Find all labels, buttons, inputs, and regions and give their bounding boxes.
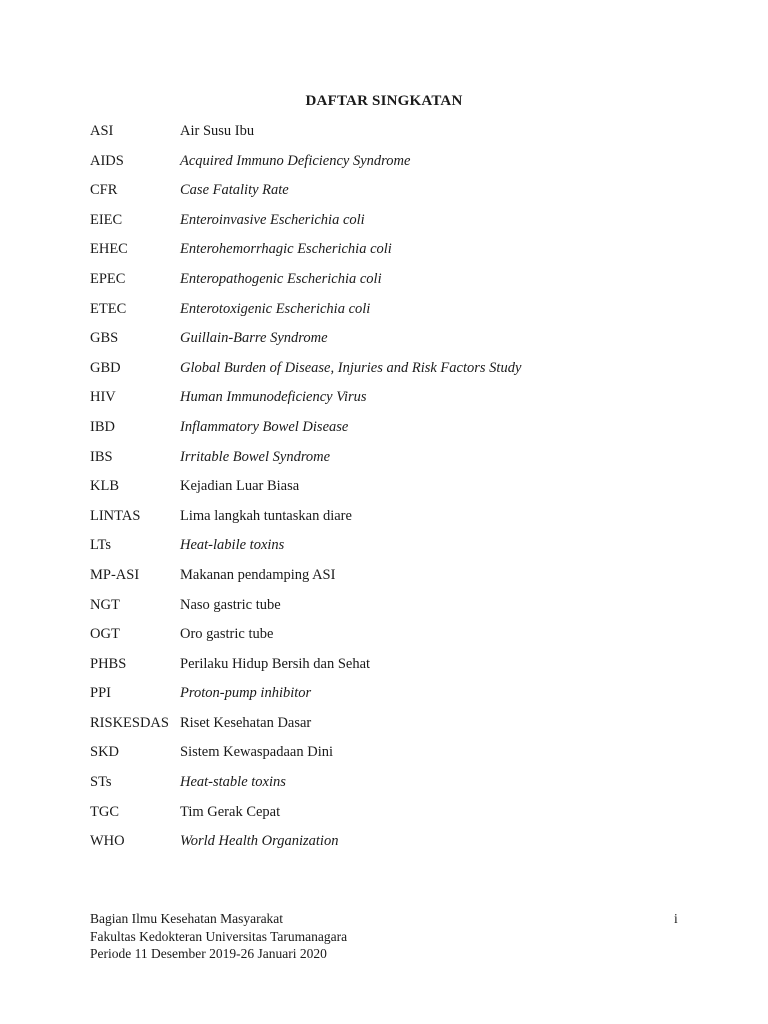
abbreviation-definition: Proton-pump inhibitor — [180, 685, 312, 702]
abbreviation-definition: Enterohemorrhagic Escherichia coli — [180, 241, 392, 258]
abbreviation-term: KLB — [90, 478, 119, 495]
abbreviation-term: RISKESDAS — [90, 714, 169, 731]
abbreviation-term: SKD — [90, 744, 120, 761]
abbreviation-row — [90, 120, 710, 150]
abbreviation-definition: Tim Gerak Cepat — [180, 803, 281, 820]
abbreviation-definition: Riset Kesehatan Dasar — [180, 714, 312, 731]
abbreviation-definition: Human Immunodeficiency Virus — [180, 389, 367, 406]
abbreviation-term: MP-ASI — [90, 566, 140, 583]
abbreviation-row — [90, 564, 710, 594]
abbreviation-term: GBD — [90, 359, 121, 376]
abbreviation-term: GBS — [90, 330, 119, 347]
abbreviation-term: IBS — [90, 448, 113, 465]
page-title: DAFTAR SINGKATAN — [305, 93, 463, 109]
abbreviation-term: EIEC — [90, 211, 123, 228]
abbreviation-definition: World Health Organization — [180, 833, 339, 850]
abbreviation-term: NGT — [90, 596, 120, 613]
abbreviation-definition: Enteropathogenic Escherichia coli — [180, 270, 382, 287]
abbreviation-row — [90, 475, 710, 505]
abbreviation-row — [90, 594, 710, 624]
abbreviation-row — [90, 534, 710, 564]
page-number: i — [674, 911, 678, 926]
abbreviation-row — [90, 386, 710, 416]
abbreviation-row — [90, 268, 710, 298]
abbreviation-term: AIDS — [90, 152, 124, 169]
abbreviation-definition: Heat-labile toxins — [180, 537, 285, 554]
abbreviation-term: LINTAS — [90, 507, 141, 524]
abbreviation-row — [90, 801, 710, 831]
abbreviation-definition: Case Fatality Rate — [180, 182, 289, 199]
abbreviation-definition: Air Susu Ibu — [180, 123, 255, 139]
abbreviation-term: EPEC — [90, 270, 126, 287]
abbreviation-term: STs — [90, 774, 112, 791]
abbreviation-list — [90, 120, 710, 860]
abbreviation-row — [90, 505, 710, 535]
abbreviation-row — [90, 446, 710, 476]
abbreviation-term: PHBS — [90, 655, 127, 672]
abbreviation-definition: Enteroinvasive Escherichia coli — [180, 211, 365, 228]
abbreviation-row — [90, 209, 710, 239]
abbreviation-term: WHO — [90, 833, 125, 850]
abbreviation-row — [90, 179, 710, 209]
footer-faculty: Fakultas Kedokteran Universitas Tarumanagara — [90, 928, 348, 944]
page-footer — [90, 910, 686, 963]
abbreviation-term: TGC — [90, 803, 119, 820]
abbreviation-term: LTs — [90, 537, 112, 554]
abbreviation-row — [90, 623, 710, 653]
abbreviation-row — [90, 327, 710, 357]
abbreviation-definition: Guillain-Barre Syndrome — [180, 330, 328, 347]
abbreviation-row — [90, 298, 710, 328]
abbreviation-row — [90, 357, 710, 387]
abbreviation-row — [90, 416, 710, 446]
abbreviation-term: OGT — [90, 626, 120, 643]
abbreviation-row — [90, 771, 710, 801]
abbreviation-definition: Naso gastric tube — [180, 596, 281, 613]
abbreviation-definition: Inflammatory Bowel Disease — [180, 418, 349, 435]
abbreviation-definition: Lima langkah tuntaskan diare — [180, 507, 352, 524]
abbreviation-definition: Acquired Immuno Deficiency Syndrome — [180, 152, 411, 169]
abbreviation-definition: Irritable Bowel Syndrome — [180, 448, 331, 465]
abbreviation-row — [90, 238, 710, 268]
abbreviation-row — [90, 150, 710, 180]
abbreviation-definition: Perilaku Hidup Bersih dan Sehat — [180, 655, 371, 672]
abbreviation-term: IBD — [90, 418, 115, 435]
footer-period: Periode 11 Desember 2019-26 Januari 2020 — [90, 946, 327, 961]
abbreviation-definition: Sistem Kewaspadaan Dini — [180, 744, 334, 761]
abbreviation-term: CFR — [90, 182, 118, 199]
abbreviation-row — [90, 741, 710, 771]
abbreviation-term: PPI — [90, 685, 111, 702]
abbreviation-term: EHEC — [90, 241, 128, 258]
abbreviation-definition: Kejadian Luar Biasa — [180, 478, 300, 495]
abbreviation-term: ASI — [90, 123, 114, 139]
abbreviation-definition: Oro gastric tube — [180, 626, 274, 643]
footer-department: Bagian Ilmu Kesehatan Masyarakat — [90, 911, 284, 926]
abbreviation-term: ETEC — [90, 300, 127, 317]
abbreviation-row — [90, 712, 710, 742]
abbreviation-definition: Enterotoxigenic Escherichia coli — [180, 300, 371, 317]
abbreviation-row — [90, 830, 710, 860]
abbreviation-definition: Global Burden of Disease, Injuries and Risk Factors Study — [180, 359, 522, 376]
abbreviation-definition: Makanan pendamping ASI — [180, 566, 336, 583]
abbreviation-row — [90, 653, 710, 683]
abbreviation-definition: Heat-stable toxins — [180, 774, 286, 791]
abbreviation-term: HIV — [90, 389, 116, 406]
abbreviation-row — [90, 682, 710, 712]
